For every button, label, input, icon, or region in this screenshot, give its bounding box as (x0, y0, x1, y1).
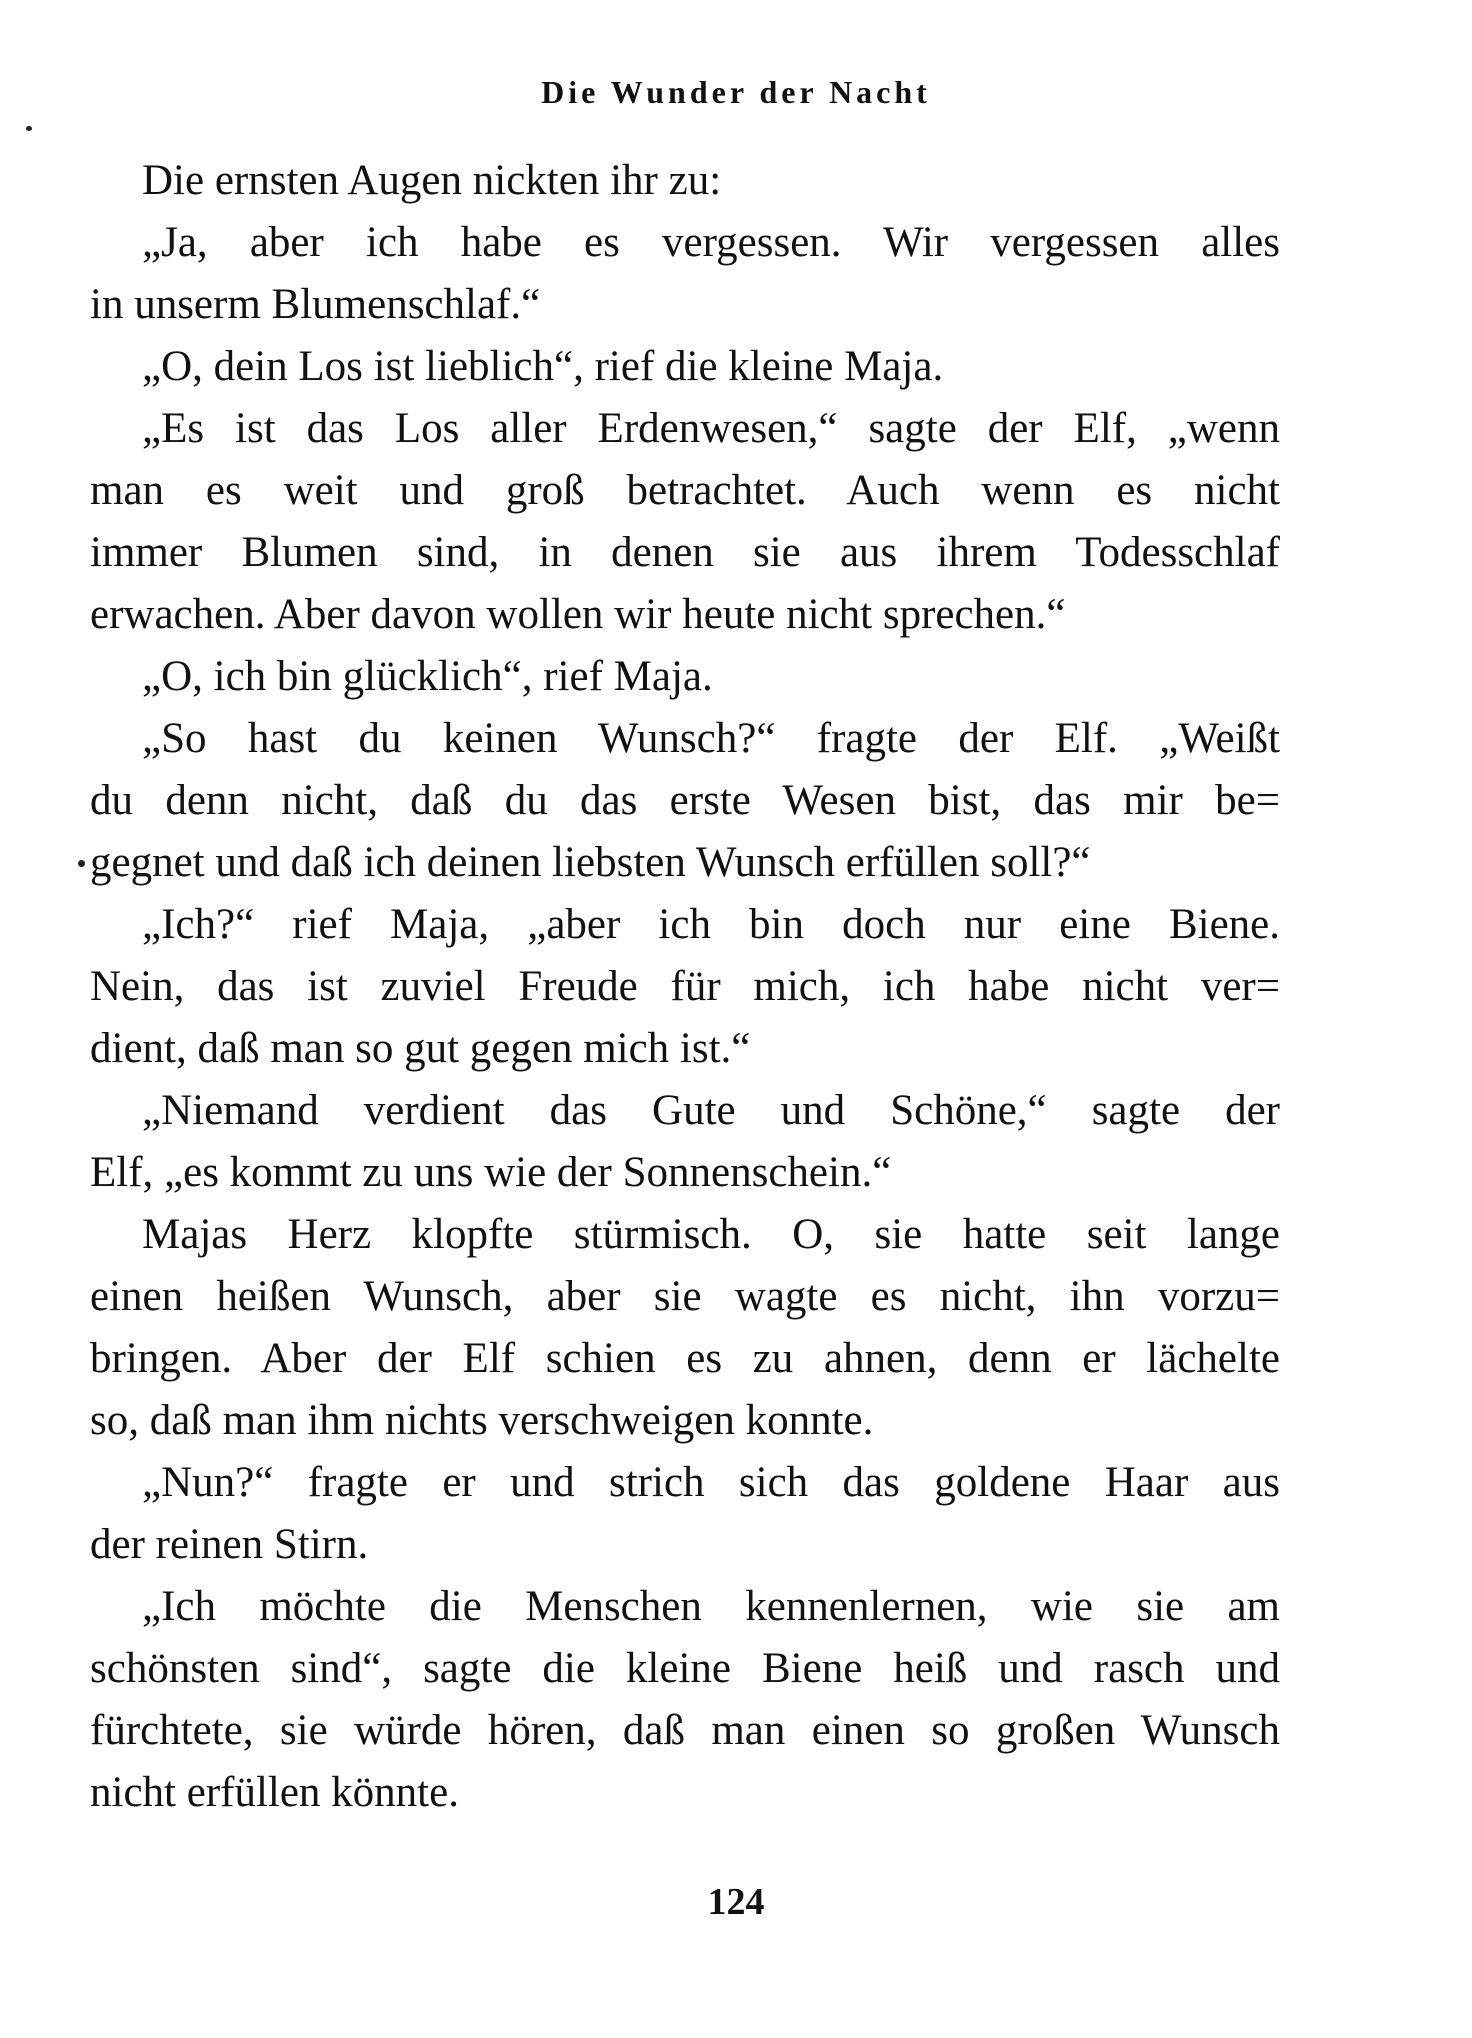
ink-speck (26, 126, 32, 131)
text-line: erwachen. Aber davon wollen wir heute nicht sprechen.“ (90, 591, 1066, 638)
text-line: fürchtete, sie würde hören, daß man einen so großen Wunsch (90, 1707, 1280, 1754)
text-line: man es weit und groß betrachtet. Auch wenn es nicht (90, 467, 1280, 514)
ink-speck (78, 860, 85, 867)
page-number: 124 (707, 1881, 765, 1923)
text-line: nicht erfüllen könnte. (90, 1769, 459, 1816)
text-line: „Es ist das Los aller Erdenwesen,“ sagte der Elf, „wenn (142, 405, 1280, 452)
text-line: in unserm Blumenschlaf.“ (90, 281, 541, 328)
text-line: Nein, das ist zuviel Freude für mich, ich habe nicht ver= (90, 963, 1280, 1010)
text-line: gegnet und daß ich deinen liebsten Wunsch erfüllen soll?“ (90, 839, 1091, 886)
text-line: Elf, „es kommt zu uns wie der Sonnenschein.“ (90, 1149, 892, 1196)
body-text (90, 150, 1280, 1824)
text-line: „Ich möchte die Menschen kennenlernen, wie sie am (142, 1583, 1280, 1630)
text-line: „Ich?“ rief Maja, „aber ich bin doch nur eine Biene. (142, 901, 1280, 948)
text-line: „Niemand verdient das Gute und Schöne,“ sagte der (142, 1087, 1280, 1134)
text-line: „O, dein Los ist lieblich“, rief die kleine Maja. (142, 343, 944, 390)
text-line: Majas Herz klopfte stürmisch. O, sie hatte seit lange (142, 1211, 1280, 1258)
text-line: du denn nicht, daß du das erste Wesen bist, das mir be= (90, 777, 1280, 824)
text-line: bringen. Aber der Elf schien es zu ahnen, denn er lächelte (90, 1335, 1280, 1382)
text-line: Die ernsten Augen nickten ihr zu: (142, 157, 722, 204)
text-line: „Nun?“ fragte er und strich sich das goldene Haar aus (142, 1459, 1280, 1506)
text-line: schönsten sind“, sagte die kleine Biene heiß und rasch und (90, 1645, 1280, 1692)
text-line: „Ja, aber ich habe es vergessen. Wir vergessen alles (142, 219, 1280, 266)
text-line: einen heißen Wunsch, aber sie wagte es nicht, ihn vorzu= (90, 1273, 1280, 1320)
running-title: Die Wunder der Nacht (541, 74, 931, 110)
text-line: „So hast du keinen Wunsch?“ fragte der Elf. „Weißt (142, 715, 1280, 762)
text-line: „O, ich bin glücklich“, rief Maja. (142, 653, 713, 700)
text-line: dient, daß man so gut gegen mich ist.“ (90, 1025, 751, 1072)
text-line: der reinen Stirn. (90, 1521, 369, 1568)
text-line: so, daß man ihm nichts verschweigen konnte. (90, 1397, 874, 1444)
text-line: immer Blumen sind, in denen sie aus ihrem Todesschlaf (90, 529, 1280, 576)
